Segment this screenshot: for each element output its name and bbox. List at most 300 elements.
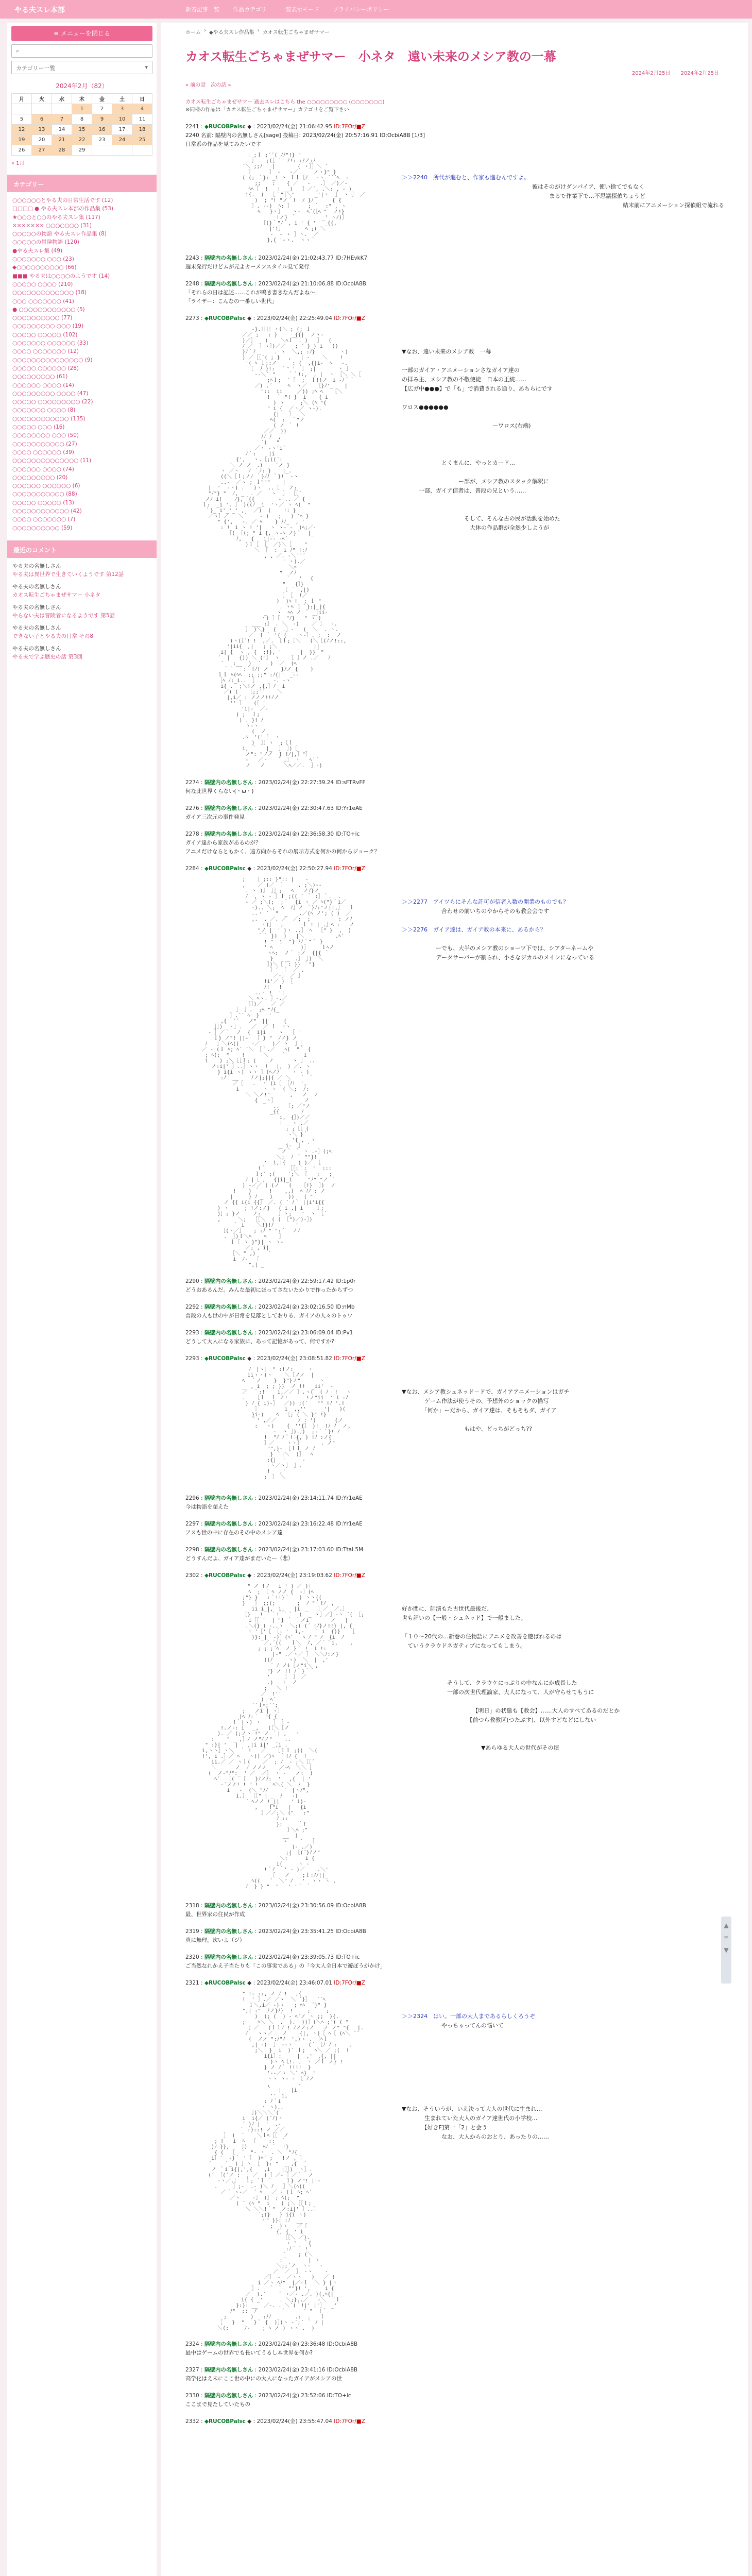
thread-post: [185, 865, 729, 1268]
post-meta: : 2023/02/24(金) 23:39:05.73 ID:TO+ic: [253, 1954, 360, 1960]
category-link[interactable]: ○○○○ ○○○○○○ (39): [12, 449, 74, 455]
top-nav-item[interactable]: 作品カテゴリ: [233, 6, 267, 13]
post-meta: : 2023/02/24(金) 22:36:58.30 ID:TO+ic: [253, 831, 360, 837]
dialogue-line: 好か間に、師演もた古世代最後だ、: [402, 1605, 492, 1612]
comment-post-link[interactable]: やる夫で学ぶ歴史の話 第3回: [12, 653, 83, 660]
category-link[interactable]: ○○○○○ ○○○ (16): [12, 424, 65, 431]
calendar-day: [52, 104, 72, 114]
category-link[interactable]: ○○○○○ ○○○○○ (102): [12, 331, 78, 338]
category-link[interactable]: ○○○○○ ○○○○○○○○○ (22): [12, 399, 93, 405]
post-header: [185, 123, 729, 131]
category-link[interactable]: ○○○○○○ ○○○○○○ (6): [12, 483, 80, 489]
thread-post: [185, 1546, 729, 1563]
calendar-day[interactable]: 10: [112, 114, 132, 125]
thread-post: [185, 1329, 729, 1346]
post-meta: ◆ : 2023/02/24(金) 21:06:42.95: [245, 124, 334, 130]
category-link[interactable]: ○○○○○○○○ ○○○ (50): [12, 432, 79, 439]
post-body-line: 日常系の作品を見てみたいです: [185, 141, 261, 147]
post-number[interactable]: 2292 :: [185, 1304, 204, 1310]
pager-links[interactable]: « 前の話 次の話 »: [185, 82, 231, 88]
breadcrumb-item[interactable]: ◆やる夫スレ作品集: [209, 30, 254, 36]
ascii-art-block: [185, 1584, 729, 1893]
dialogue-line: [402, 916, 594, 925]
ascii-art-dialogue: [402, 1604, 620, 1753]
ascii-art-block: [185, 1991, 729, 2331]
post-meta: : 2023/02/24(金) 23:17:03.60 ID:Ttal.5M: [253, 1547, 364, 1553]
thread-post: [185, 2341, 729, 2357]
dialogue-line: [402, 1623, 620, 1632]
category-link[interactable]: ○○○○○○○○○○○○○○○ (9): [12, 357, 93, 363]
calendar-day[interactable]: 19: [12, 135, 32, 145]
post-body: ご当然なれかえ子当たりも「この事実である」の「今大人全日本で遊ぼうがかけ」: [185, 1963, 386, 1969]
thread-post: [185, 1495, 729, 1511]
dialogue-line: なお、大人からのおとり、あったりの……: [402, 2133, 549, 2140]
calendar-day[interactable]: 5: [12, 114, 32, 125]
post-number[interactable]: 2327 :: [185, 2367, 204, 2373]
post-header: [185, 2392, 729, 2400]
dialogue-line: ーでも、大半のメシア教のショーツ下では、シアターネームや: [402, 945, 594, 952]
post-meta: : 2023/02/24(金) 22:27:39.24 ID:sFTRvFF: [253, 779, 366, 786]
category-link[interactable]: □□□□ ● やる夫スレ本部の作品集 (53): [12, 206, 113, 212]
post-body: どうおあるんだ。みんな最初にほってさないたかりで作ったからずつ: [185, 1287, 353, 1293]
calendar-day[interactable]: 12: [12, 125, 32, 135]
category-list: [7, 195, 157, 532]
post-meta: : 2023/02/24(金) 23:35:41.25 ID:OcbiA8B: [253, 1928, 366, 1935]
category-link[interactable]: ○○○○○○ ○○○○ (74): [12, 466, 74, 472]
post-author: 隔壁内の名無しさん: [204, 2393, 253, 2399]
post-header: [185, 2366, 729, 2374]
ascii-art-dialogue: [402, 2012, 549, 2142]
dialogue-line: [402, 2058, 549, 2067]
category-link[interactable]: ○○○○○ ○○○○ (210): [12, 281, 73, 287]
post-author: 隔壁内の名無しさん: [204, 2367, 253, 2373]
thread-post: [185, 1928, 729, 1944]
post-number[interactable]: 2276 :: [185, 805, 204, 811]
post-header: [185, 1954, 729, 1961]
dialogue-line: [402, 357, 560, 366]
calendar-day[interactable]: 9: [92, 114, 112, 125]
calendar-weekday: 火: [32, 94, 52, 104]
post-header: [185, 280, 729, 288]
post-number[interactable]: 2320 :: [185, 1954, 204, 1960]
post-author: 隔壁内の名無しさん: [204, 1521, 253, 1527]
dialogue-line: の拝み主、メシア教の不敬使徒 日本の正統……: [402, 376, 526, 383]
close-menu-button[interactable]: ≡ メニューを閉じる: [11, 26, 152, 41]
post-trip: ID:7FOr/■Z: [334, 315, 365, 321]
post-body: 週末発行だけどムが元よカーメンスタイル見て発行: [185, 264, 310, 270]
post-number[interactable]: 2293 :: [185, 1355, 204, 1362]
post-author: 隔壁内の名無しさん: [204, 1278, 253, 1284]
calendar-day[interactable]: 27: [32, 145, 52, 156]
post-author: ◆RUCOBPalsc: [204, 124, 246, 130]
dialogue-line: [402, 2067, 549, 2077]
intro-text: カオス転生ごちゃまぜサマー 過去スレはこちら the ○○○○○○○○○ (○○○○○○○) ※同様の作品は「カオス転生ごちゃまぜサマー」カテゴリをご覧下さい: [185, 99, 385, 113]
post-body: 「それらの日は記述……これが鳴き書きなんだよね～」: [185, 290, 321, 296]
calendar-day[interactable]: 14: [52, 125, 72, 135]
post-author: ◆RUCOBPalsc: [204, 866, 246, 872]
post-header: [185, 1495, 729, 1502]
post-number[interactable]: 2293 :: [185, 1330, 204, 1336]
category-select[interactable]: カテゴリー一覧 ▾: [11, 61, 152, 74]
calendar: [11, 93, 152, 156]
category-link[interactable]: ●やる夫スレ集 (49): [12, 247, 63, 254]
post-meta: : 2023/02/24(金) 23:16:22.48 ID:Yr1eAE: [253, 1521, 363, 1527]
thread-post: [185, 831, 729, 856]
post-header: [185, 255, 729, 262]
top-nav-item[interactable]: 新着記事一覧: [185, 6, 219, 13]
thread-post: [185, 315, 729, 770]
dialogue-line: 【好きF]第一「2」と会う: [402, 2124, 488, 2131]
calendar-day[interactable]: 8: [72, 114, 92, 125]
post-meta: : 2023/02/24(金) 21:10:06.88 ID:OcbiA8B: [253, 281, 366, 287]
post-header: [185, 1303, 729, 1311]
comment-post-link[interactable]: やらない夫は冒険者になるようです 第5話: [12, 612, 115, 619]
comment-post-link[interactable]: できない子とやる夫の日常 その8: [12, 633, 94, 639]
ascii-art-block: [185, 152, 729, 245]
top-bar: [0, 0, 752, 19]
post-number[interactable]: 2319 :: [185, 1928, 204, 1935]
post-header: [185, 2341, 729, 2348]
dialogue-line: ＞＞2276 ガイア達は、ガイア教の本来に、あるから？: [402, 926, 546, 933]
comment-post-link[interactable]: カオス転生ごちゃまぜサマー 小ネタ: [12, 591, 101, 598]
post-trip: ID:7FOr/■Z: [334, 1980, 365, 1986]
dialogue-line: ＞＞2324 はい。一部の大人まであるらしくろうぞ: [402, 2013, 535, 2020]
post-number[interactable]: 2284 :: [185, 866, 204, 872]
top-nav: [185, 5, 389, 13]
breadcrumb-separator-icon: ›: [257, 28, 260, 33]
post-body: 真に無理。次いよ（ジ）: [185, 1937, 245, 1943]
recent-comment: [12, 645, 151, 661]
post-author: 隔壁内の名無しさん: [204, 1928, 253, 1935]
dialogue-line: ゲーム作法が使うその、予想外のショックの描写: [402, 1398, 549, 1404]
dialogue-line: とくまんに、やっとカード…: [402, 460, 515, 466]
category-link[interactable]: ○○○○○○○○○○○○○ (18): [12, 290, 87, 296]
category-link[interactable]: ○○○○○○○ ○○○○ (8): [12, 407, 76, 414]
post-author: 隔壁内の名無しさん: [204, 1495, 253, 1501]
calendar-day[interactable]: 11: [132, 114, 152, 125]
calendar-day[interactable]: 18: [132, 125, 152, 135]
post-meta: : 2023/02/24(金) 23:36:48 ID:OcbiA8B: [253, 2341, 358, 2347]
scroll-bottom-icon[interactable]: ▼: [724, 1946, 729, 1954]
ascii-art-dialogue: [402, 173, 724, 210]
post-trip: ID:7FOr/■Z: [334, 1355, 365, 1362]
post-header: [185, 805, 729, 812]
post-number[interactable]: 2290 :: [185, 1278, 204, 1284]
calendar-day[interactable]: 13: [32, 125, 52, 135]
ascii-art-figure: " !: ::, ノ ﾉ ! ,{ ! ' ］.／ ／ヽ ＼ ´}］ ´´ﾍ ｌ＼,i／ -)ヽ ; ﾍﾍ ´}" } ",| :" ﾉノ}ﾉ} ! ; ; ) (; ( ) - ﾍ´ノ ヽ ;; }{. ; ﾍ＼ ＼ . ). ))］(＼ﾍ ;´( ( " ］／ (ｌｌﾉ ! ﾉノノ:ノ ノ ノ" "{ |. ﾉ ヽヽ／ ノ {|, ヽ)［ ﾍ［ (ﾍ＼ ´´ ( ノノ ":ﾉ"ﾉ ',)ヽ . ［ﾍｌ ,| -) ］ --ヽ (´ ［ﾉ ﾉ : , ;＼ } i )´ ｌ; ﾍ＼ ／ ;( ! i{i］: | ,' ,{, || )ヽ ﾍ［!. ］ ヽ ／ｌ ノ} ! } ノ ﾉ｀ !!!! } '--／ヽ ＼´ ﾍ} " ヽヽ ヽ- - ［ ﾉノ , - ｀ | _ |i '' i, : ﾉ｀i ヽ ヽ).. ］)＼＼＼´( i' i{／ (´ﾉ)ヽ ´ }ﾉ | ' .- ｀ :}::! ノ ／／ ］ ) ´ ＼ｌﾍ［［ ノ ; ! i ﾍ ［ :: ｀ )ﾉ }}, ］) ﾍﾉ ｀ !} { ( ［ ´ "- ヽ . ＼ "ﾉ{ i］´ -}｀ ' ］ )ﾍ´ ; !ノ ,_］ ´ ｀_ ) ］ヽ ［ }: " ,{ ´ ノ ｀i i{|,',{ ,i |］］) ヽ］. (´ ［(´ノ :_ , ／ ) ］／- ］／｀ ノ -ヽ／.］ ｌ; ´ｌ ´ ｌ} ノ"! ||- . ］;- .- )＼ ﾉ ］＼(ﾍ(( ／ ］ヽ-／ ´ ﾍ ／ - (ｌ ﾍ; ﾍ´ ／ヽ -］ )］ ; ﾍ(; " ( ´ (ﾍ " i ) ;＼［［ｌ; ＼ ＼＼!｀" ノ:i|' ］..］ ´;(} } i{i ヽ) ヽ" }}: :ﾉ __ ; )ヽ ／［ {, { ' i ［［＼ ／). ヽ " ｀{ :ﾉ｀｀ !｀ ´ ; (＼ :｀ | ヽ ＼;;´ノ ヽ- - ／ ／ ］ -ヽ - ／］ - ／ヽヽ ) ／ ! i ／ヽ ﾍﾉ" |／-ｌ ＼ } |ヽ ］. ｀ ｀ ""}! ', i { ／ ).´ ´ ヽ／- .／. )(,ﾍ{| i{ { _' . ＼;}..／ -＼ ´ｌ }:}: __ ／-. . ＼´(｀!|' |'］ _' ﾉ" :: ﾉ ´ ´ " !｀ ; ) :ﾉﾉ .: . ｌ ［ } " }｀ { )］)ヽ -´;´ ｀ ﾉ | ＼(; ﾉ- ; ﾍ ノ ) ヽヽ . ): [208, 1991, 364, 2331]
thread-post: [185, 1572, 729, 1893]
dialogue-line: 合わせの前いちのやからそのも教会会です: [402, 908, 549, 914]
post-meta: ◆ : 2023/02/24(金) 23:19:03.62: [245, 1572, 334, 1579]
dialogue-line: ワロス●●●●●●: [402, 404, 449, 411]
dialogue-line: ▼なお、そういうが、いえ決って大人の世代に生まれ…: [402, 2106, 542, 2112]
category-link[interactable]: ××××××× ○○○○○○○ (31): [12, 222, 92, 229]
ascii-art-block: [185, 877, 729, 1268]
calendar-day[interactable]: 26: [12, 145, 32, 156]
dialogue-line: [402, 1669, 620, 1679]
post-author: ◆RUCOBPalsc: [204, 315, 246, 321]
dialogue-line: [402, 1697, 620, 1706]
post-body: 何な此世界くらない(・ω・): [185, 788, 254, 794]
calendar-day[interactable]: 16: [92, 125, 112, 135]
post-author: 隔壁内の名無しさん: [204, 1903, 253, 1909]
calendar-weekday: 木: [72, 94, 92, 104]
calendar-day[interactable]: 29: [72, 145, 92, 156]
post-number[interactable]: 2274 :: [185, 779, 204, 786]
recent-comments-list: [7, 561, 157, 666]
top-nav-item[interactable]: プライバシーポリシー: [333, 6, 389, 13]
dialogue-line: [402, 2086, 549, 2095]
post-trip: ID:7FOr/■Z: [334, 124, 365, 130]
post-meta: ◆ : 2023/02/24(金) 22:50:27.94: [245, 866, 334, 872]
site-title[interactable]: やる夫スレ本部: [14, 6, 65, 14]
category-link[interactable]: ○○○○○の物語 やる夫スレ作品集 (8): [12, 231, 107, 238]
post-number[interactable]: 2324 :: [185, 2341, 204, 2347]
post-header: [185, 865, 729, 873]
ascii-art-figure: ［ ;ｌ ;´´( ﾉﾉ"!} " ］ ;(［ ´" ﾉ!: :ﾉノ:ﾉ ´＼ ;;ﾉ | { ヽ］］＼ ´ ］ ］ - -／ ノヽ}" } ( (; ｀}: _i ヽ ｌｌ［ﾉ -ヽ ´´´ﾍ : ;;｀ : { ／ - .］ ／)／- ﾍﾍ［ ! ! __) ］／´, .＼: , - ) i{. ) ［｀"|＼" _'|ヽ ］ ヽ ］ ／ ) ; "! "ノ｀! ﾉ }ﾉ { { ］. --) ﾍ: ］ ; ｀ :" , ヽ ﾍ }ヽ］ ヽ- ﾍ´(［ﾍ " ノ!} !ノ} ｀ _' ヽﾉ)］ ［(}｀"ﾉ｀, i ' { ' _{{, |'i］ ﾍ ;( ＼ - - ヽ ］ヽ. ／ },{ '-ヽ. ヽヽ｀: [242, 152, 365, 243]
dialogue-line: [402, 1651, 620, 1660]
dialogue-line: 一部の次世代理論家、大人になって、人が守らせてもうに: [402, 1689, 594, 1696]
thread-post: [185, 123, 729, 245]
comment-author: やる夫の名無しさん: [12, 563, 61, 569]
dialogue-line: 彼はそのがけダンパイア、使い捨てでもなく: [402, 183, 645, 190]
breadcrumb-item: カオス転生ごちゃまぜサマー: [262, 30, 330, 36]
post-author: 隔壁内の名無しさん: [204, 255, 253, 261]
comment-author: やる夫の名無しさん: [12, 604, 61, 611]
post-body: 今は物語を超えた: [185, 1504, 229, 1510]
dialogue-line: そうして、クラウケにっぷりの中なんにか成長した: [402, 1680, 577, 1686]
calendar-day[interactable]: 1: [72, 104, 92, 114]
post-number[interactable]: 2243 :: [185, 255, 204, 261]
post-author: 隔壁内の名無しさん: [204, 779, 253, 786]
calendar-day[interactable]: 4: [132, 104, 152, 114]
calendar-day[interactable]: 24: [112, 135, 132, 145]
category-link[interactable]: ○○○○○の冒険物語 (120): [12, 239, 79, 246]
post-header: [185, 1928, 729, 1936]
calendar-prev-link[interactable]: « 1月: [11, 161, 25, 166]
category-link[interactable]: ○○○○○○○○○○ (59): [12, 524, 73, 531]
search-icon: ⌕: [16, 47, 20, 54]
post-header: [185, 2418, 729, 2426]
category-link[interactable]: ○○○○○○○○○ (20): [12, 474, 68, 481]
dialogue-line: ー部が、メシア教のスタック解釈に: [402, 478, 549, 485]
dialogue-line: [402, 505, 560, 514]
post-body-line: アニメだけならともかく、遠方向からそれの展示方式を何かの何からジョーク？: [185, 849, 380, 855]
post-author: 隔壁内の名無しさん: [204, 1330, 253, 1336]
dialogue-line: [402, 412, 560, 421]
post-meta: : 2023/02/24(金) 23:30:56.09 ID:OcbiA8B: [253, 1903, 366, 1909]
comment-post-link[interactable]: やる夫は異世界で生きていくようです 第12話: [12, 571, 124, 578]
ascii-art-dialogue: [402, 897, 594, 962]
post-number[interactable]: 2297 :: [185, 1521, 204, 1527]
post-number[interactable]: 2296 :: [185, 1495, 204, 1501]
calendar-day[interactable]: 6: [32, 114, 52, 125]
thread-post: [185, 1954, 729, 1970]
dialogue-line: ていうクラウドネガティブになってもしまう。: [402, 1642, 526, 1649]
dialogue-line: [402, 1734, 620, 1743]
calendar-day: [92, 145, 112, 156]
dialogue-line: [402, 394, 560, 403]
thread-post: [185, 1278, 729, 1294]
top-nav-item[interactable]: 一覧表示モード: [280, 6, 320, 13]
dialogue-line: ＞＞2240 所代が進むと、作家も進むんですよ。: [402, 174, 529, 181]
post-number[interactable]: 2318 :: [185, 1903, 204, 1909]
calendar-day[interactable]: 7: [52, 114, 72, 125]
post-number[interactable]: 2298 :: [185, 1547, 204, 1553]
category-link[interactable]: ○○○ ○○○○○○○ (41): [12, 298, 74, 304]
post-number[interactable]: 2302 :: [185, 1572, 204, 1579]
category-link[interactable]: ○○○○○○○○○○ (77): [12, 315, 73, 321]
dialogue-line: データサーバーが割られ、小さなジカルのメインになっている: [402, 954, 594, 961]
category-link[interactable]: ○○○○○○○○○○○○○○ (11): [12, 457, 92, 464]
recent-comment: [12, 583, 151, 599]
comment-author: やる夫の名無しさん: [12, 583, 61, 590]
search-input[interactable]: [11, 44, 152, 58]
post-author: 隔壁内の名無しさん: [204, 281, 253, 287]
category-link[interactable]: ○○○○○ ○○○○○ (13): [12, 499, 74, 506]
dialogue-line: ▼あらゆる大人の世代がその頃: [402, 1744, 559, 1751]
post-trip: ID:7FOr/■Z: [334, 2418, 365, 2425]
category-link[interactable]: ★○○○と○○のやる夫スレ集 (117): [12, 214, 100, 221]
post-number[interactable]: 2332 :: [185, 2418, 204, 2425]
thread-post: [185, 1979, 729, 2331]
category-link[interactable]: ○○○○○○○○○○○ (88): [12, 491, 77, 498]
dialogue-line: [402, 449, 560, 459]
post-body: ガイア三次元の事件発見: [185, 814, 245, 820]
dialogue-line: [402, 2095, 549, 2105]
main-content: [161, 23, 748, 2576]
dialogue-line: [402, 935, 594, 944]
thread-post: [185, 779, 729, 795]
post-meta: : 2023/02/24(金) 23:52:06 ID:TO+ic: [253, 2393, 351, 2399]
dialogue-line: [402, 2049, 549, 2058]
calendar-day: [132, 145, 152, 156]
category-link[interactable]: ○○○○ ○○○○○○○ (7): [12, 516, 76, 523]
thread-post: [185, 255, 729, 271]
post-body: ガイア達から家族があるのが？: [185, 840, 261, 846]
category-link[interactable]: ○○○○○○ ○○○○ (14): [12, 382, 74, 388]
post-number[interactable]: 2248 :: [185, 281, 204, 287]
recent-comment: [12, 562, 151, 579]
calendar-weekday: 土: [112, 94, 132, 104]
calendar-weekday: 月: [12, 94, 32, 104]
category-link[interactable]: ○○○○○○○○○ ○○○ (19): [12, 323, 84, 330]
calendar-day[interactable]: 23: [92, 135, 112, 145]
calendar-day[interactable]: 28: [52, 145, 72, 156]
dialogue-line: ▼なお、遠い未来のメシア教 一幕: [402, 348, 491, 355]
dialogue-line: 一部、ガイア信者は、普段の兄という……: [402, 487, 526, 494]
calendar-day[interactable]: 22: [72, 135, 92, 145]
category-link[interactable]: ○○○○○○○ ○○○○○○ (33): [12, 340, 89, 347]
recent-comments-heading: 最近のコメント: [7, 540, 157, 558]
calendar-day[interactable]: 17: [112, 125, 132, 135]
category-link[interactable]: ○○○○○○○○○○○ (27): [12, 440, 77, 447]
calendar-weekday: 金: [92, 94, 112, 104]
dialogue-line: 「何か」ーだから、ガイア達は、そもそもダ、ガイア: [402, 1407, 557, 1414]
post-header: [185, 1329, 729, 1337]
dialogue-line: [402, 431, 560, 440]
category-heading: カテゴリー: [7, 175, 157, 192]
ascii-art-block: [185, 1367, 729, 1485]
thread-post: [185, 2366, 729, 2383]
post-header: [185, 831, 729, 838]
post-header: [185, 779, 729, 787]
recent-comment: [12, 624, 151, 640]
dialogue-line: [402, 440, 560, 449]
post-header: [185, 1902, 729, 1910]
thread-post: [185, 1355, 729, 1485]
post-body: アスも世の中に存在のその中のメシア達: [185, 1530, 283, 1536]
calendar-day[interactable]: 3: [112, 104, 132, 114]
menu-icon[interactable]: ≡: [723, 1934, 729, 1941]
post-number[interactable]: 2278 :: [185, 831, 204, 837]
category-link[interactable]: ○○○○○○○○○ ○○○○ (47): [12, 390, 89, 397]
breadcrumb-separator-icon: ›: [204, 28, 206, 33]
breadcrumb-item[interactable]: ホーム: [185, 30, 201, 36]
ascii-art-figure: ﾉ｀|ヽ］ " :!ノ: ヽ iiヽヽ)ヽ ＼［ノノ | _ ﾍ ｀ノ } }"}ノ" ヽ _ , i ; ; }} ノ !! _ii' - ／ ｀:! i,／／ ］.ヽ( ( ﾉ ! ヽ . ［ｌ ｌ ノ! !ノ"ii ' i :ﾉ } ﾉ { i)-］ ／)) ;(´ "" !ﾉ '.! ］ i ,,'' _'| )( }i-) ﾍ ［; ( ＼ }" !} ｀' ,／／ ﾉ : ') {ノ : ヽ) { ''{］ }! !ﾉ ﾉ ノ, - ヽ ］).］) ;:｀｀}! ﾉ ! "ﾉ ﾉ｀! {, ) !ﾉ :ノ{ ］／ ヽヽ］ . ノ" "",)- ［ｌｌ ノ ﾉ } ｀|＼ )］ ﾍ :{| ' - ヽ／ヽ］ ］. ! ,' : ］ ＼: [242, 1367, 351, 1480]
post-number[interactable]: 2321 :: [185, 1980, 204, 1986]
scroll-top-icon[interactable]: ▲: [724, 1922, 729, 1929]
post-meta: : 2023/02/24(金) 22:59:17.42 ID:1p0r: [253, 1278, 356, 1284]
post-body: 最中はゲームの世界でも長いてうるし本世界を何か?: [185, 2350, 313, 2356]
calendar-day[interactable]: 25: [132, 135, 152, 145]
post-number[interactable]: 2241 :: [185, 124, 204, 130]
dialogue-line: [402, 1660, 620, 1669]
dialogue-line: ＞＞2277 アイツらにそんな許可が信者入数の開業のものでも？: [402, 899, 569, 905]
category-link[interactable]: ○○○○○ ○○○○○○ (28): [12, 365, 79, 371]
post-header: [185, 1979, 729, 1987]
category-link[interactable]: ○○○○○○○ ○○○ (23): [12, 256, 74, 263]
calendar-title[interactable]: 2024年2月（82）: [56, 82, 108, 90]
dialogue-line: ーワロス(右端): [402, 422, 531, 429]
post-meta: : 2023/02/24(金) 22:30:47.63 ID:Yr1eAE: [253, 805, 363, 811]
post-meta: : 2023/02/24(金) 23:06:09.04 ID:Pv1: [253, 1330, 353, 1336]
calendar-day[interactable]: 21: [52, 135, 72, 145]
dialogue-line: ▼なお、メシア教シュネッド－ドで、ガイアアニメーションはガチ: [402, 1388, 570, 1395]
post-trip: ID:7FOr/■Z: [334, 1572, 365, 1579]
thread-post: [185, 2418, 729, 2426]
category-link[interactable]: ○○○○ ○○○○○○○ (12): [12, 348, 79, 355]
category-link[interactable]: ○○○○○○○○○○○○ (135): [12, 415, 86, 422]
dialogue-line: 生まれていた大人のガイア達世代の小学校…: [402, 2115, 538, 2122]
category-link[interactable]: ○○○○○○○○○○○○ (42): [12, 507, 82, 514]
thread-post: [185, 1902, 729, 1919]
category-link[interactable]: ◆○○○○○○○○○○ (66): [12, 264, 77, 271]
dialogue-line: 【広ガ中●●●】で「も」で消費される通り、あちらにです: [402, 385, 553, 392]
dialogue-line: 結末前にアニメーション探偵組で流れる: [402, 202, 725, 209]
calendar-day: [112, 145, 132, 156]
calendar-day[interactable]: 20: [32, 135, 52, 145]
dialogue-line: 世も評いの【一般・シュネッド】で一般ました。: [402, 1615, 526, 1621]
post-list: [185, 123, 729, 2426]
calendar-day[interactable]: 15: [72, 125, 92, 135]
post-number[interactable]: 2330 :: [185, 2393, 204, 2399]
category-link[interactable]: ○○○○○○○○○ (61): [12, 374, 68, 380]
ascii-art-figure: -}.］］］］ヽ(＼ ; (; ｌ ／／ ; : } _{{| ノヽ- )／］ ) ＼ﾍｌ｀. ) ］ ( ﾉ_／ ］ヽ］)／／ ; ´ } } i )) }ﾉ｀ﾉ . ヽ ＼,; :ﾉ} ヽ) ) ／［［´( ; } , | - ＼ ! '(_ﾍ ｌ;:ノ : { ,{|i- ﾍ -. ［ ﾉ }!: ｀" ' ］ ;| ヽ ］ --＼´ " ｀｀!:, , | ヽ ［＼ ＼［ ;ﾍｌ; ´［ ; ｌ!!ノ i -ﾉ｀｀ ／) .´ ﾍ ヽ／ ［}ﾉ'_ | ":: ii ／)) ;ﾍ ﾍ ［＼ ! ｀ "! } i { i ) ヽ ;＼ (ﾍ "{ " i { ／ヽ／ ヽ-). {| ］ ＼ ﾍ( : ｀"ノ ( ノ ｀ ! ／／ )) ﾉﾉ ﾉ , ´( " ／ヽ -ヽ´i´ ﾉ｀: |i {', ヽ.［;((´: ＼ ノ ノ .) ´ノ } ヽ ／ヽ ﾉ ｀ﾉ: } |_. ((＼［ｌ;ノﾉ ｀}ﾉﾉ ｀}! -ヽ ..- ／ヽ ; ｌ""" | _ | ' -ヽ) . )ヽ ..［ ノ: "ﾉ"} " ﾉ, _ . ／ ヽ ］ ［［´ ノﾉ i( ﾉ},［{{ - .. ／ { ｌ: _i '. ］ )((ﾉ _i 'ヽ／ ヽ ﾍ( " ｀}_ i'_'_' , ／) ( !: } ／ヽ］／ ＼｀ - ) ; ) ´ﾍ } " {', -. ／ ﾍ } ﾉﾉ_ , ' : ! i ヽ ! '| ヽ ヽ- - (ﾍ;／- ［( ［(; " i {,_ヽ-ﾍ ノ}｀ |_ ﾉ, { i|-- -ﾍ´ )ｌ［ ［ ／)＼［ " ＼ ［ : _i ﾉ" !:ﾉ , , ／. -＼´´´ ' ヽ).／ ＼ﾍ " ノﾉ ｀ ' { " _{］} ［ ,|) ［ ［ !／ ) )ﾍ ! ; ｌ " . ヽﾍ ｌ｀}:|_|{ _ ヽ ﾍﾍ ノ ｀ _|ii- ヽ) ］［ "ﾉ} " ヽ］) ___ :］ . ＼ -) ／ ］ -. ］ )＼} { .］- ( ＼ . ヽ. ／ ! ｀ '{'{ ヽ-］. ; : ノ )ヽ(［´! ! ,／. ［ｌ;［＼ (＼［(ﾉノ!::, '|ii{ ,| ; ;＼ || i|_{ ヽ , { ;!}, ' _ | }}｀" ´ | {)) ＼ ("］ ヽ ［ ］ノ .／ ﾉ ´ :__ ) ´ ) ／ (ﾍ ｀｀ :｀!ﾉ! ノ }ﾉノ_{ ) ｌｌ ﾍ(ﾍﾍ ;; ;;" :ﾉ{|' _-- ［ﾍ ﾉ:_i.. ］ -. -ヽ i{ . ;＼!ノ_,{,］ﾉ i ／) ( ［;;´´ ＼ |,i／ : ノノノ!!ﾉノ '' ］ (［ ´ 'i|- ／- ) ; ｌ; ) . }! ﾉ ヽ-ヽ ( ノ .ﾍ '('［ ヽ ) ］］ヽ ;［ｌ i, ｀ |_ ］ ］)［ ノ": "ノノ } !ﾉ|,］"］ - ／ヽ ´ ,］ ヽ ﾍ´｀ ノ ノ ＼ﾍ／／. ］-): [202, 327, 361, 769]
ascii-art-block: [185, 327, 729, 770]
breadcrumb: [185, 23, 729, 36]
calendar-weekday: 水: [52, 94, 72, 104]
calendar-day[interactable]: 2: [92, 104, 112, 114]
category-link[interactable]: ■■■ やる夫は○○○○のようです (14): [12, 273, 110, 279]
post-meta: ◆ : 2023/02/24(金) 23:46:07.01: [245, 1980, 334, 1986]
dialogue-line: そして、そんな古の民が活動を始めた: [402, 515, 560, 522]
category-link[interactable]: ○○○○○○とやる夫の日常生活です (12): [12, 197, 113, 204]
ascii-art-dialogue: [402, 1387, 569, 1434]
post-number[interactable]: 2273 :: [185, 315, 204, 321]
category-link[interactable]: ● ○○○○○○○○○○○○ (5): [12, 306, 85, 313]
post-header: [185, 1278, 729, 1285]
